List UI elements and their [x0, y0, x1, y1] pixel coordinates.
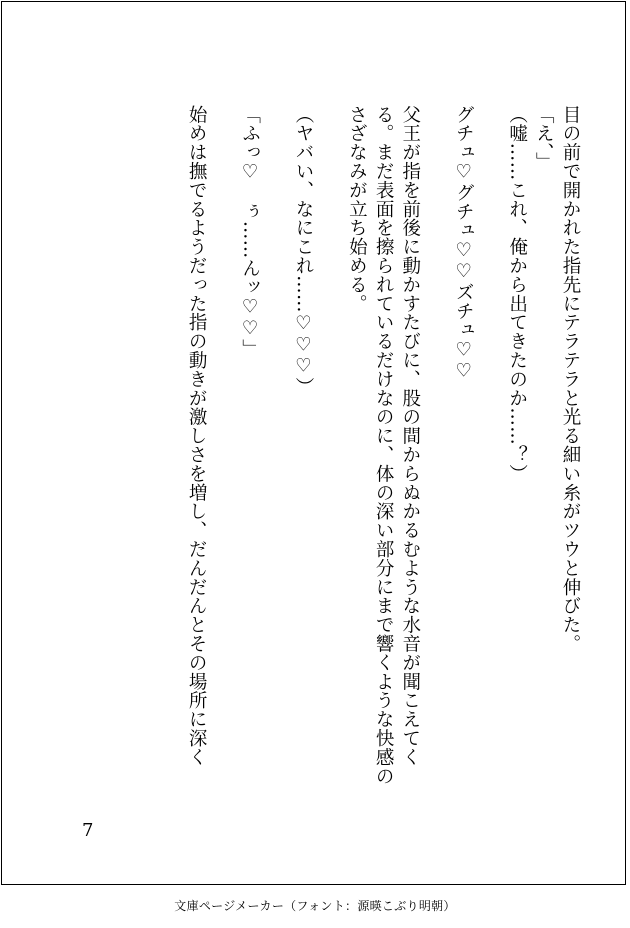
text-line: （ヤバい、なにこれ……♡♡♡）: [292, 105, 314, 396]
text-line: さざなみが立ち始める。: [346, 105, 368, 313]
blank-line: [263, 105, 290, 795]
blank-line: [316, 105, 343, 795]
text-line: る。まだ表面を擦られているだけなのに、体の深い部分にまで響くような快感の: [373, 105, 395, 786]
text-line: 「え、」: [533, 105, 555, 172]
body-text: [182, 105, 583, 795]
footer-credit: 文庫ページメーカー（フォント：源暎こぶり明朝）: [174, 899, 456, 913]
text-line: 始めは撫でるようだった指の動きが激しさを増し、だんだんとその場所に深く: [186, 105, 208, 767]
text-line: 「ふっ♡ ぅ……んッ♡♡」: [239, 105, 261, 359]
text-line: グチュ♡グチュ♡♡ズチュ♡♡: [453, 105, 475, 383]
page-number: 7: [82, 820, 94, 841]
blank-line: [476, 105, 503, 795]
page-frame: [1, 1, 626, 885]
blank-line: [423, 105, 450, 795]
text-line: （嘘……これ、俺から出てきたのか……？）: [506, 105, 528, 483]
text-line: 目の前で開かれた指先にテラテラと光る細い糸がツウと伸びた。: [560, 105, 581, 654]
blank-line: [209, 105, 236, 795]
text-line: 父王が指を前後に動かすたびに、股の間からぬかるむような水音が聞こえてく: [399, 105, 421, 767]
